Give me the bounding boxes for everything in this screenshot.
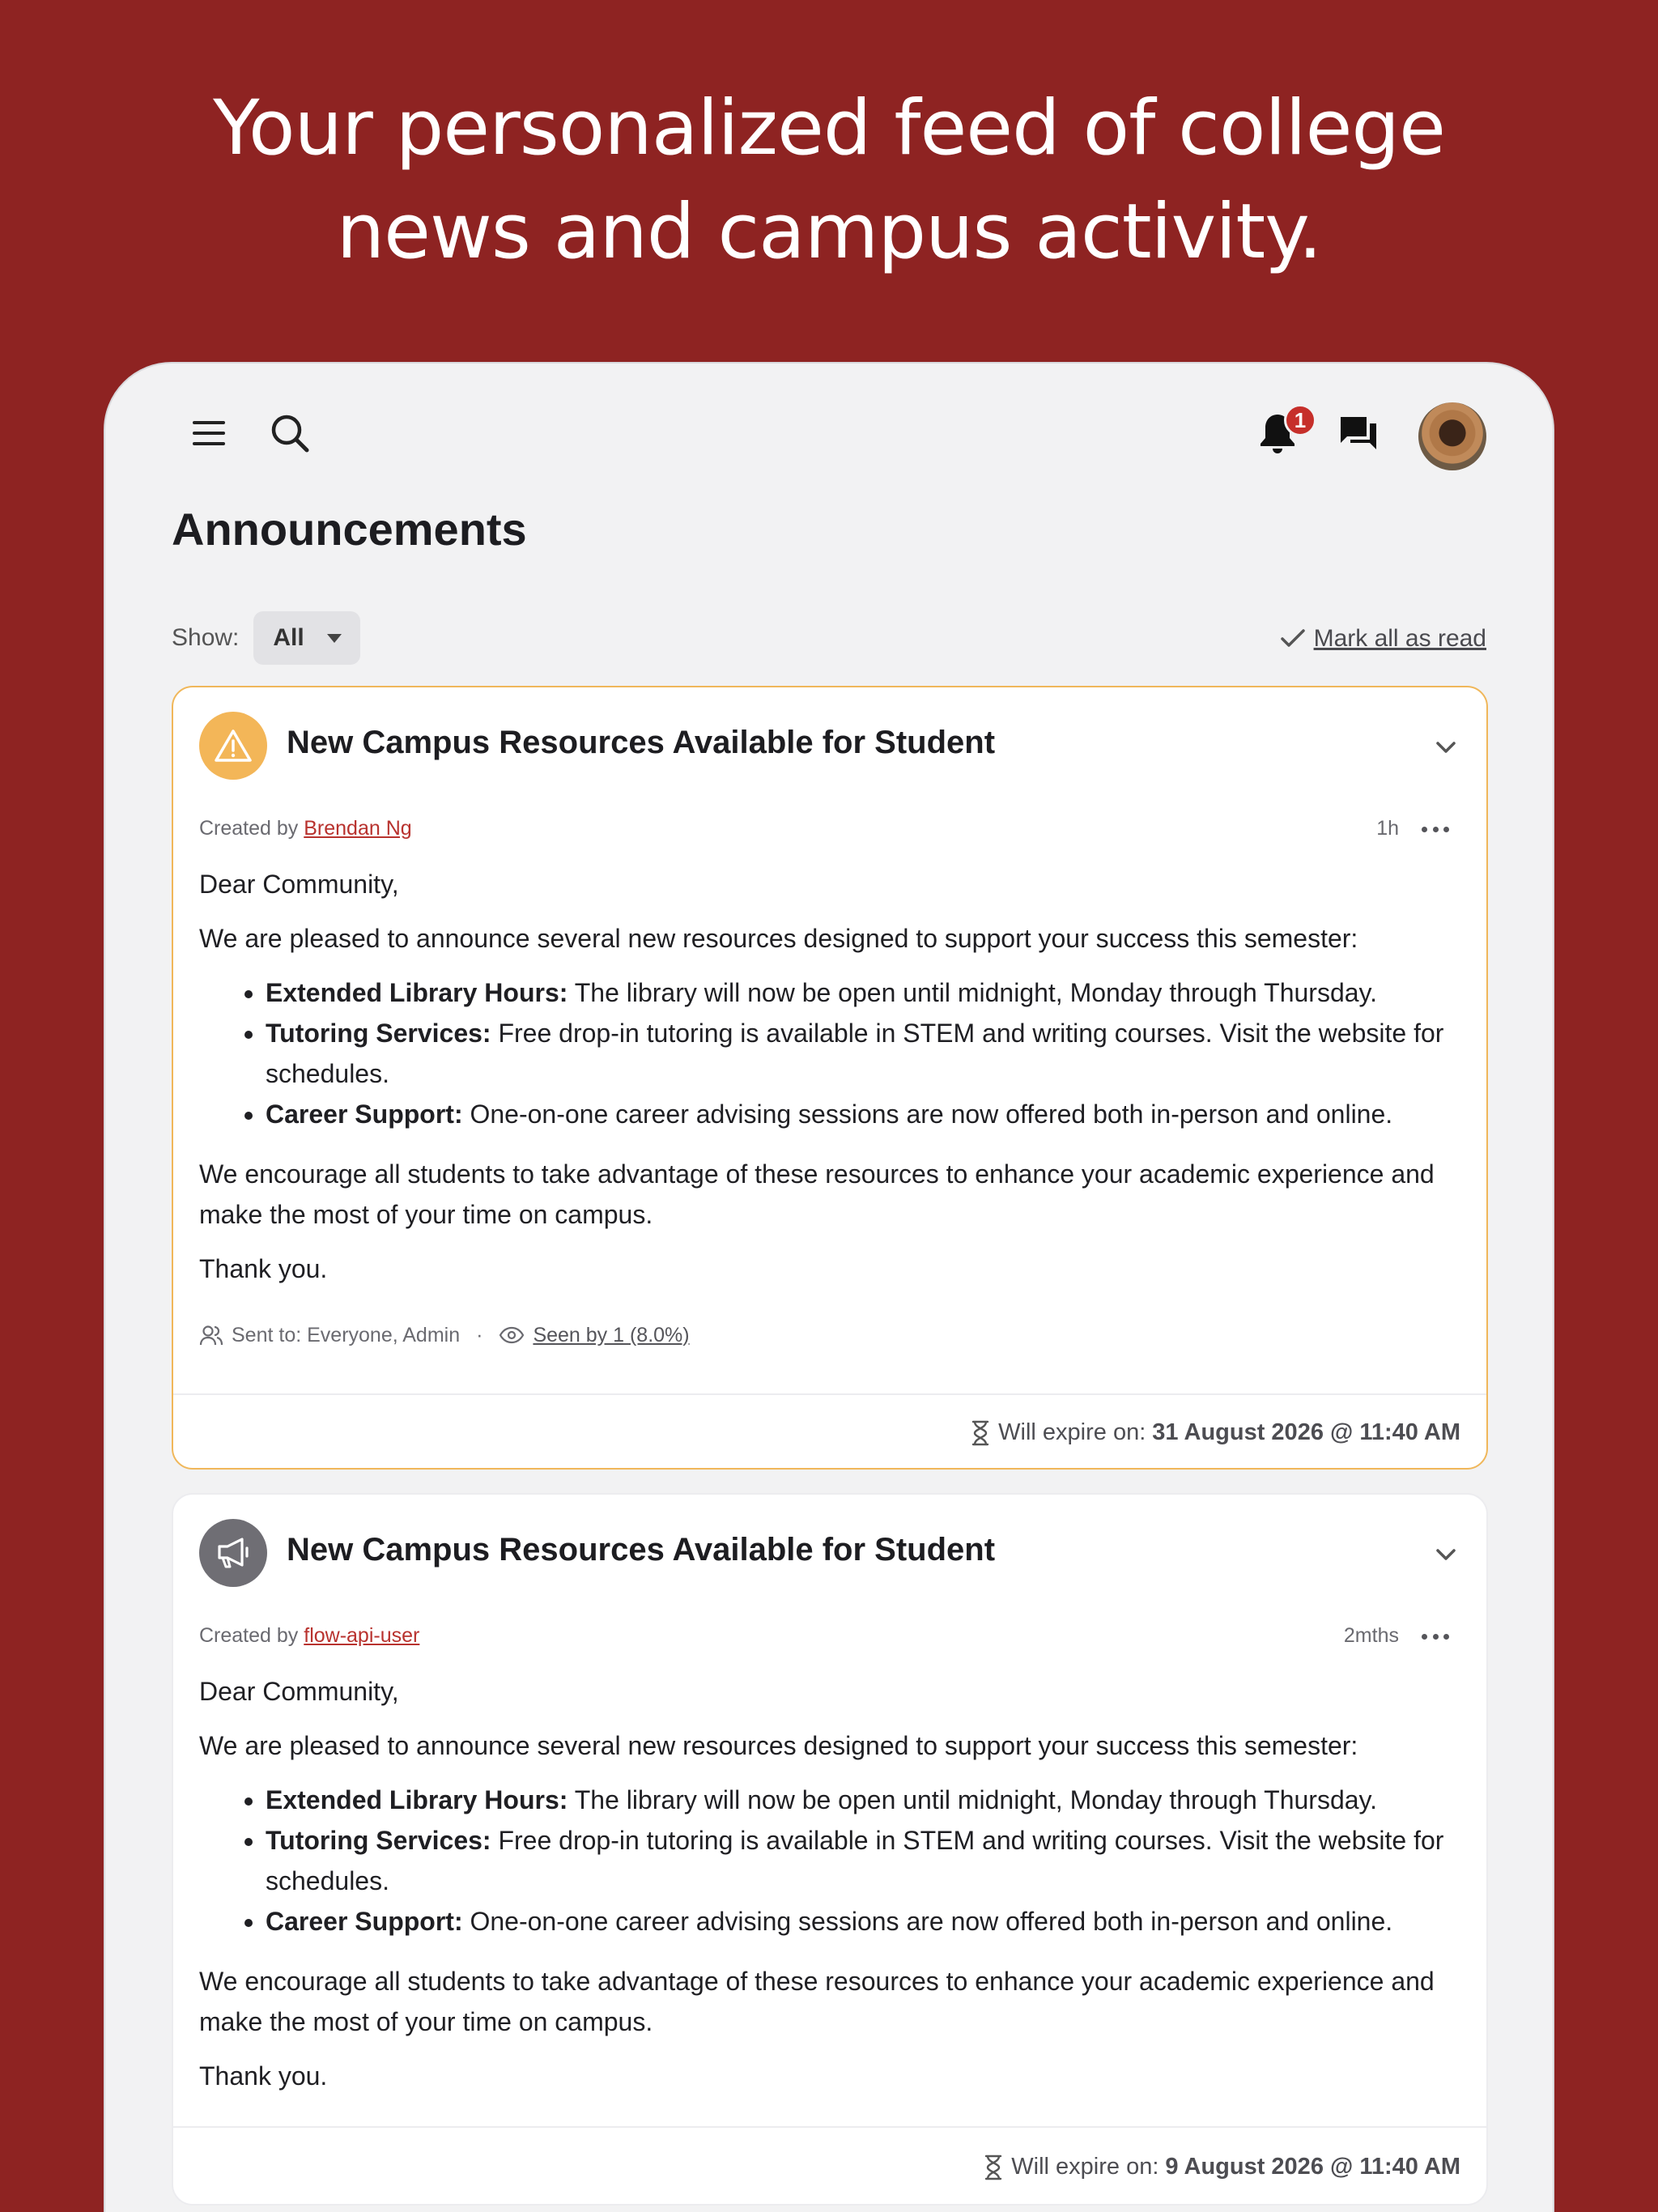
intro: We are pleased to announce several new resources designed to support your success this semester: [199,924,1358,953]
card-title: New Campus Resources Available for Student [287,1532,996,1568]
expire-date: 9 August 2026 @ 11:40 AM [1165,2154,1460,2180]
post-time: 2mths [1343,1624,1399,1647]
expire-label: Will expire on: [998,1419,1146,1445]
more-options-icon[interactable] [1422,817,1449,841]
expire-label: Will expire on: [1011,2154,1159,2180]
messages-icon[interactable] [1334,409,1383,457]
top-bar [105,364,1553,517]
hero-line-2: news and campus activity. [336,188,1322,276]
card-body [199,864,1470,1303]
filter-value: All [273,624,304,651]
announcement-card[interactable] [172,1493,1488,2206]
list-item: • Extended Library Hours: The library will now be open until midnight, Monday through Thursday. [266,1780,1470,1820]
card-header [199,712,1462,781]
created-prefix: Created by [199,817,299,840]
hero-heading [0,77,1658,284]
megaphone-icon [199,1519,267,1587]
list-item: • Career Support: One-on-one career advising sessions are now offered both in-person and online. [266,1901,1470,1942]
resource-list [266,1780,1470,1942]
check-icon [1280,628,1306,649]
created-prefix: Created by [199,1624,299,1647]
warning-icon [199,712,267,780]
created-by [199,1624,419,1648]
thanks: Thank you. [199,2061,328,2091]
card-divider [173,2126,1486,2128]
resource-list [266,972,1470,1134]
people-icon [199,1324,223,1346]
list-item: • Tutoring Services: Free drop-in tutoring is available in STEM and writing courses. Visit the website for schedules. [266,1820,1470,1901]
sent-to: Sent to: Everyone, Admin [232,1323,461,1346]
post-time: 1h [1376,817,1399,840]
hourglass-icon [971,1420,990,1446]
expire-date: 31 August 2026 @ 11:40 AM [1152,1419,1460,1445]
chevron-down-icon[interactable] [1430,1538,1462,1571]
closing: We encourage all students to take advantage of these resources to enhance your academic experience and make the most of your time on campus. [199,1967,1435,2036]
card-body [199,1671,1470,2110]
eye-icon [499,1326,525,1344]
author-link[interactable]: Brendan Ng [304,817,412,840]
user-avatar[interactable] [1418,402,1486,470]
announcement-card[interactable] [172,686,1488,1470]
author-link[interactable]: flow-api-user [304,1624,420,1647]
expiry-info [984,2154,1460,2180]
greeting: Dear Community, [199,870,399,899]
hero-line-1: Your personalized feed of college [213,84,1445,172]
expiry-info [971,1419,1460,1446]
menu-icon[interactable] [186,410,232,456]
filter-select[interactable] [253,611,360,665]
list-item: • Tutoring Services: Free drop-in tutoring is available in STEM and writing courses. Visit the website for schedules. [266,1013,1470,1094]
hourglass-icon [984,2155,1003,2180]
thanks: Thank you. [199,1254,328,1283]
card-divider [173,1393,1486,1395]
mark-all-read-label: Mark all as read [1313,625,1486,652]
more-options-icon[interactable] [1422,1624,1449,1648]
delivery-info: Sent to: Everyone, Admin · Seen by 1 (8.0%) [199,1321,690,1350]
chevron-down-icon[interactable] [1430,731,1462,764]
intro: We are pleased to announce several new resources designed to support your success this semester: [199,1731,1358,1760]
notification-badge: 1 [1284,404,1316,436]
mark-all-read-link[interactable] [1280,619,1486,658]
device-frame [104,362,1554,2212]
closing: We encourage all students to take advantage of these resources to enhance your academic experience and make the most of your time on campus. [199,1159,1435,1229]
greeting: Dear Community, [199,1677,399,1706]
filter-row [172,611,360,665]
caret-down-icon [327,634,342,643]
search-icon[interactable] [266,409,314,457]
card-header [199,1519,1462,1589]
show-label: Show: [172,624,240,651]
created-by [199,817,412,840]
list-item: • Career Support: One-on-one career advising sessions are now offered both in-person and online. [266,1094,1470,1134]
card-title: New Campus Resources Available for Student [287,725,996,760]
seen-by-link[interactable]: Seen by 1 (8.0%) [533,1323,690,1346]
page-title: Announcements [172,504,527,555]
list-item: • Extended Library Hours: The library will now be open until midnight, Monday through Thursday. [266,972,1470,1013]
